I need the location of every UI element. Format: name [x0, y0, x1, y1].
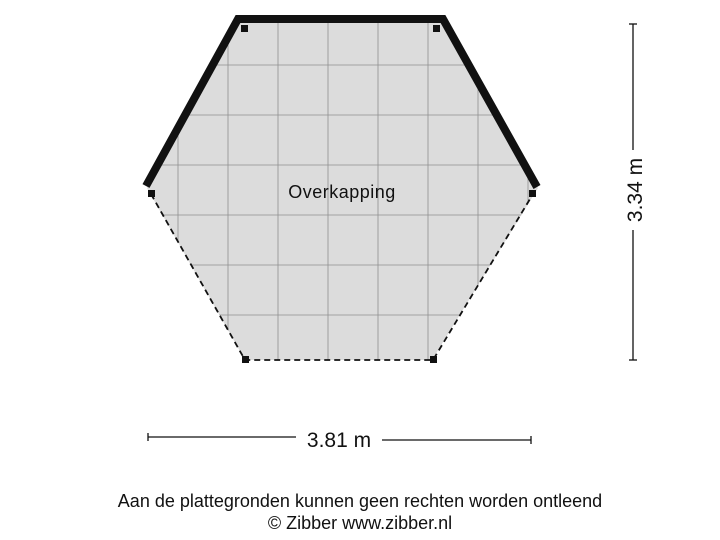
post-marker — [433, 25, 440, 32]
width-dimension-label: 3.81 m — [306, 429, 372, 452]
post-marker — [241, 25, 248, 32]
post-marker — [529, 190, 536, 197]
post-marker — [242, 356, 249, 363]
disclaimer-text: Aan de plattegronden kunnen geen rechten worden ontleend — [117, 491, 603, 511]
post-marker — [430, 356, 437, 363]
post-marker — [148, 190, 155, 197]
height-dimension-label: 3.34 m — [624, 157, 647, 223]
copyright-text: © Zibber www.zibber.nl — [267, 513, 453, 533]
room-label: Overkapping — [288, 182, 396, 202]
